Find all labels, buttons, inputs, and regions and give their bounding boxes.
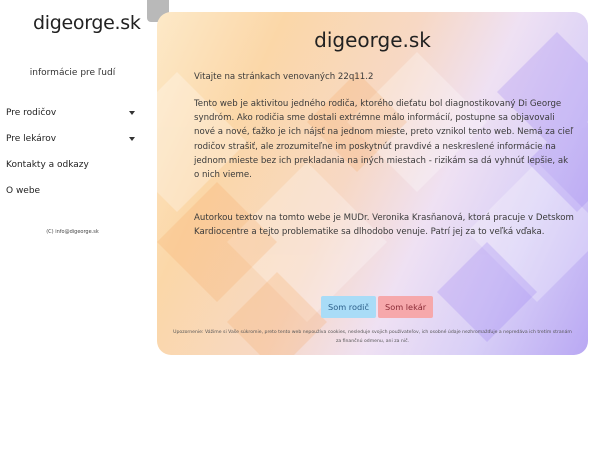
- som-rodic-button[interactable]: Som rodič: [321, 296, 376, 318]
- main-card: [157, 12, 588, 355]
- som-lekar-button[interactable]: Som lekár: [378, 296, 433, 318]
- copyright-email: (C) info@digeorge.sk: [46, 229, 99, 235]
- cookie-notice: Upozornenie: Vážime si Vaše súkromie, preto tento web nepoužíva cookies, nesleduje svojich používateľov, ich osobné údaje nezhromažďuje a nepredáva ich tretím stranám za finančnú odmenu, ani za nič.: [173, 330, 572, 344]
- intro-paragraph: Tento web je aktivitou jedného rodiča, ktorého dieťatu bol diagnostikovaný Di George syndróm. Ako rodičia sme dostali extrémne málo informácií, postupne sa objavovali nové a nové, ťažko je ich nájsť na jednom mieste, preto vznikol tento web. Nemá za cieľ rodičov strašiť, ale zrozumiteľne im poskytnúť pravdivé a neskreslené informácie na jednom mieste bez ich prekladania na iných miestach - rizikám sa dá vyhnúť lepšie, ak o nich vieme.: [194, 99, 574, 181]
- sidebar-nav: [0, 100, 145, 204]
- site-logo-title[interactable]: digeorge.sk: [33, 12, 141, 34]
- site-tagline: informácie pre ľudí: [29, 68, 116, 78]
- caret-down-icon: [129, 111, 135, 115]
- nav-item-kontakty[interactable]: [0, 152, 145, 178]
- page-title: digeorge.sk: [314, 28, 431, 52]
- author-paragraph: Autorkou textov na tomto webe je MUDr. Veronika Krasňanová, ktorá pracuje v Detskom Kardiocentre a tejto problematike sa dlhodobo venuje. Patrí jej za to veľká vďaka.: [194, 213, 574, 238]
- welcome-text: Vitajte na stránkach venovaných 22q11.2: [194, 72, 374, 82]
- nav-item-o-webe[interactable]: [0, 178, 145, 204]
- caret-down-icon: [129, 137, 135, 141]
- nav-item-pre-rodicov[interactable]: [0, 100, 145, 126]
- nav-item-label: Kontakty a odkazy: [6, 160, 89, 170]
- sidebar: [0, 0, 145, 450]
- nav-item-label: Pre lekárov: [6, 134, 57, 144]
- nav-item-label: O webe: [6, 186, 41, 196]
- nav-item-pre-lekarov[interactable]: [0, 126, 145, 152]
- nav-item-label: Pre rodičov: [6, 108, 57, 118]
